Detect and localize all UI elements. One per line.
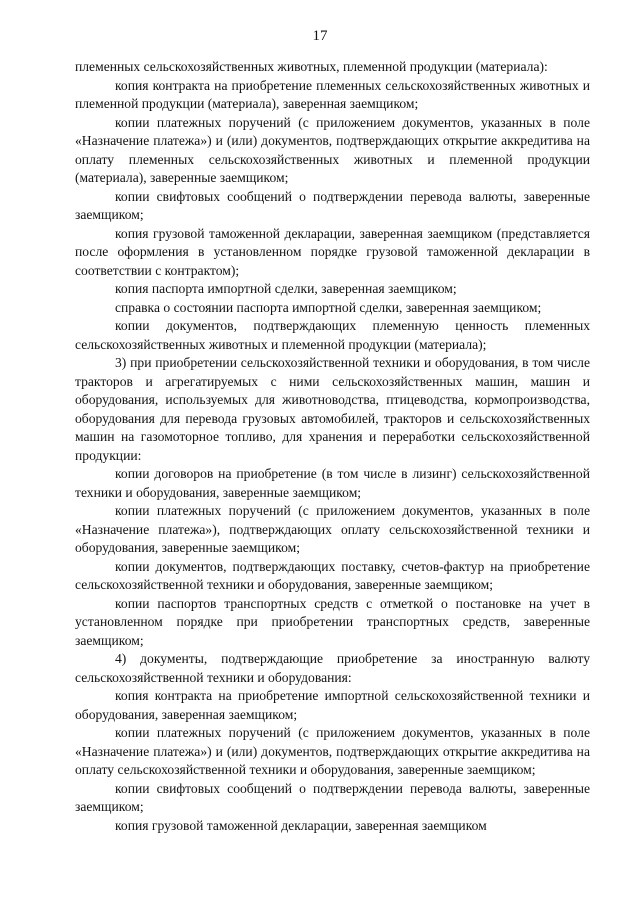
paragraph: копия паспорта импортной сделки, заверенная заемщиком; <box>115 281 457 296</box>
paragraph: племенных сельскохозяйственных животных, племенной продукции (материала): <box>75 59 548 74</box>
document-body <box>75 58 590 835</box>
paragraph: 4) документы, подтверждающие приобретение за иностранную валюту сельскохозяйственной техники и оборудования: <box>75 651 590 685</box>
paragraph: копия грузовой таможенной декларации, заверенная заемщиком <box>115 817 487 833</box>
paragraph: копии платежных поручений (с приложением документов, указанных в поле «Назначение платежа»), подтверждающих оплату сельскохозяйственной техники и оборудования, заверенные заемщиком; <box>75 503 590 555</box>
paragraph: копии договоров на приобретение (в том числе в лизинг) сельскохозяйственной техники и оборудования, заверенные заемщиком; <box>75 466 590 500</box>
paragraph: справка о состоянии паспорта импортной сделки, заверенная заемщиком; <box>115 299 542 315</box>
paragraph: копия грузовой таможенной декларации, заверенная заемщиком (представляется после оформления в установленном порядке грузовой таможенной декларации в соответствии с контрактом); <box>75 225 590 278</box>
paragraph: копия контракта на приобретение племенных сельскохозяйственных животных и племенной продукции (материала), заверенная заемщиком; <box>75 77 590 111</box>
paragraph: копии документов, подтверждающих племенную ценность племенных сельскохозяйственных животных и племенной продукции (материала); <box>75 318 590 352</box>
paragraph: копии документов, подтверждающих поставку, счетов-фактур на приобретение сельскохозяйственной техники и оборудования, заверенные заемщиком; <box>75 558 590 592</box>
paragraph: 3) при приобретении сельскохозяйственной техники и оборудования, в том числе тракторов и агрегатируемых с ними сельскохозяйственных машин, машин и оборудования, используемых для животноводства, птицеводства, кормопроизводства, оборудования для перевода грузовых автомобилей, тракторов и сельскохозяйственных машин на газомоторное топливо, для хранения и переработки сельскохозяйственной продукции: <box>75 355 590 463</box>
page-number: 17 <box>312 28 328 44</box>
paragraph: копии свифтовых сообщений о подтверждении перевода валюты, заверенные заемщиком; <box>75 780 590 814</box>
paragraph: копии платежных поручений (с приложением документов, указанных в поле «Назначение платежа») и (или) документов, подтверждающих открытие аккредитива на оплату племенных сельскохозяйственных животных и племенной продукции (материала), заверенные заемщиком; <box>75 114 590 185</box>
paragraph: копии платежных поручений (с приложением документов, указанных в поле «Назначение платежа») и (или) документов, подтверждающих открытие аккредитива на оплату сельскохозяйственной техники и оборудования, заверенные заемщиком; <box>75 725 590 777</box>
paragraph: копия контракта на приобретение импортной сельскохозяйственной техники и оборудования, заверенная заемщиком; <box>75 688 590 722</box>
paragraph: копии паспортов транспортных средств с отметкой о постановке на учет в установленном порядке при приобретении транспортных средств, заверенные заемщиком; <box>75 595 590 648</box>
paragraph: копии свифтовых сообщений о подтверждении перевода валюты, заверенные заемщиком; <box>75 188 590 222</box>
